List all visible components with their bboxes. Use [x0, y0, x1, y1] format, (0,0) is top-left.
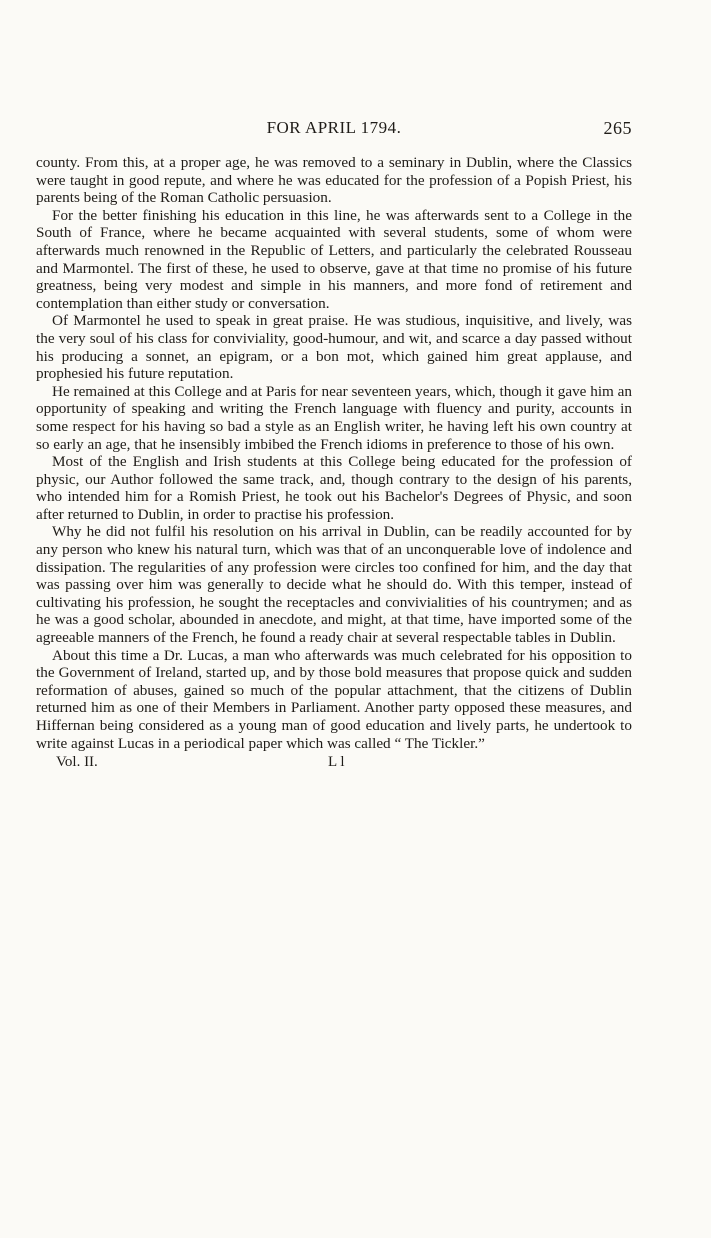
running-head-title: FOR APRIL 1794. [266, 118, 402, 137]
paragraph: He remained at this College and at Paris for near seventeen years, which, though it gave him an opportunity of speaking and writing the French language with fluency and purity, accounts in some respect for his having so bad a style as an English writer, he having left his own country at so early an age, that he insensibly imbibed the French idioms in preference to those of his own. [36, 382, 632, 453]
signature-mark: L l [328, 754, 345, 771]
paragraph: county. From this, at a proper age, he was removed to a seminary in Dublin, where the Classics were taught in good repute, and where he was educated for the profession of a Popish Priest, his parents being of the Roman Catholic persuasion. [36, 154, 632, 207]
body-text [36, 154, 632, 752]
paragraph: About this time a Dr. Lucas, a man who afterwards was much celebrated for his opposition to the Government of Ireland, started up, and by those bold measures that propose quick and sudden reformation of abuses, gained so much of the popular attachment, that the citizens of Dublin returned him as one of their Members in Parliament. Another party opposed these measures, and Hiffernan being considered as a young man of good education and lively parts, he undertook to write against Lucas in a periodical paper which was called “ The Tickler.” [36, 646, 632, 752]
paragraph: Why he did not fulfil his resolution on his arrival in Dublin, can be readily accounted for by any person who knew his natural turn, which was that of an unconquerable love of indolence and dissipation. The regularities of any profession were circles too confined for him, and the day that was passing over him was generally to decide what he should do. With this temper, instead of cultivating his profession, he sought the receptacles and convivialities of his countrymen; and as he was a good scholar, abounded in anecdote, and might, at that time, have imported some of the agreeable manners of the French, he found a ready chair at several respectable tables in Dublin. [36, 523, 632, 647]
paragraph: For the better finishing his education in this line, he was afterwards sent to a College in the South of France, where he became acquainted with several students, some of whom were afterwards much renowned in the Republic of Letters, and particularly the celebrated Rousseau and Marmontel. The first of these, he used to observe, gave at that time no promise of his future greatness, being very modest and simple in his manners, and more fond of retirement and contemplation than either study or conversation. [36, 206, 632, 312]
page-number: 265 [603, 118, 632, 138]
book-page [36, 118, 632, 776]
running-head [36, 118, 632, 148]
volume-marker: Vol. II. [56, 754, 98, 771]
paragraph: Of Marmontel he used to speak in great praise. He was studious, inquisitive, and lively, was the very soul of his class for conviviality, good-humour, and wit, and scarce a day passed without his producing a sonnet, an epigram, or a bon mot, which gained him great applause, and prophesied his future reputation. [36, 312, 632, 383]
page-footer [36, 754, 632, 776]
paragraph: Most of the English and Irish students at this College being educated for the profession of physic, our Author followed the same track, and, though contrary to the design of his parents, who intended him for a Romish Priest, he took out his Bachelor's Degrees of Physic, and soon after returned to Dublin, in order to practise his profession. [36, 453, 632, 523]
